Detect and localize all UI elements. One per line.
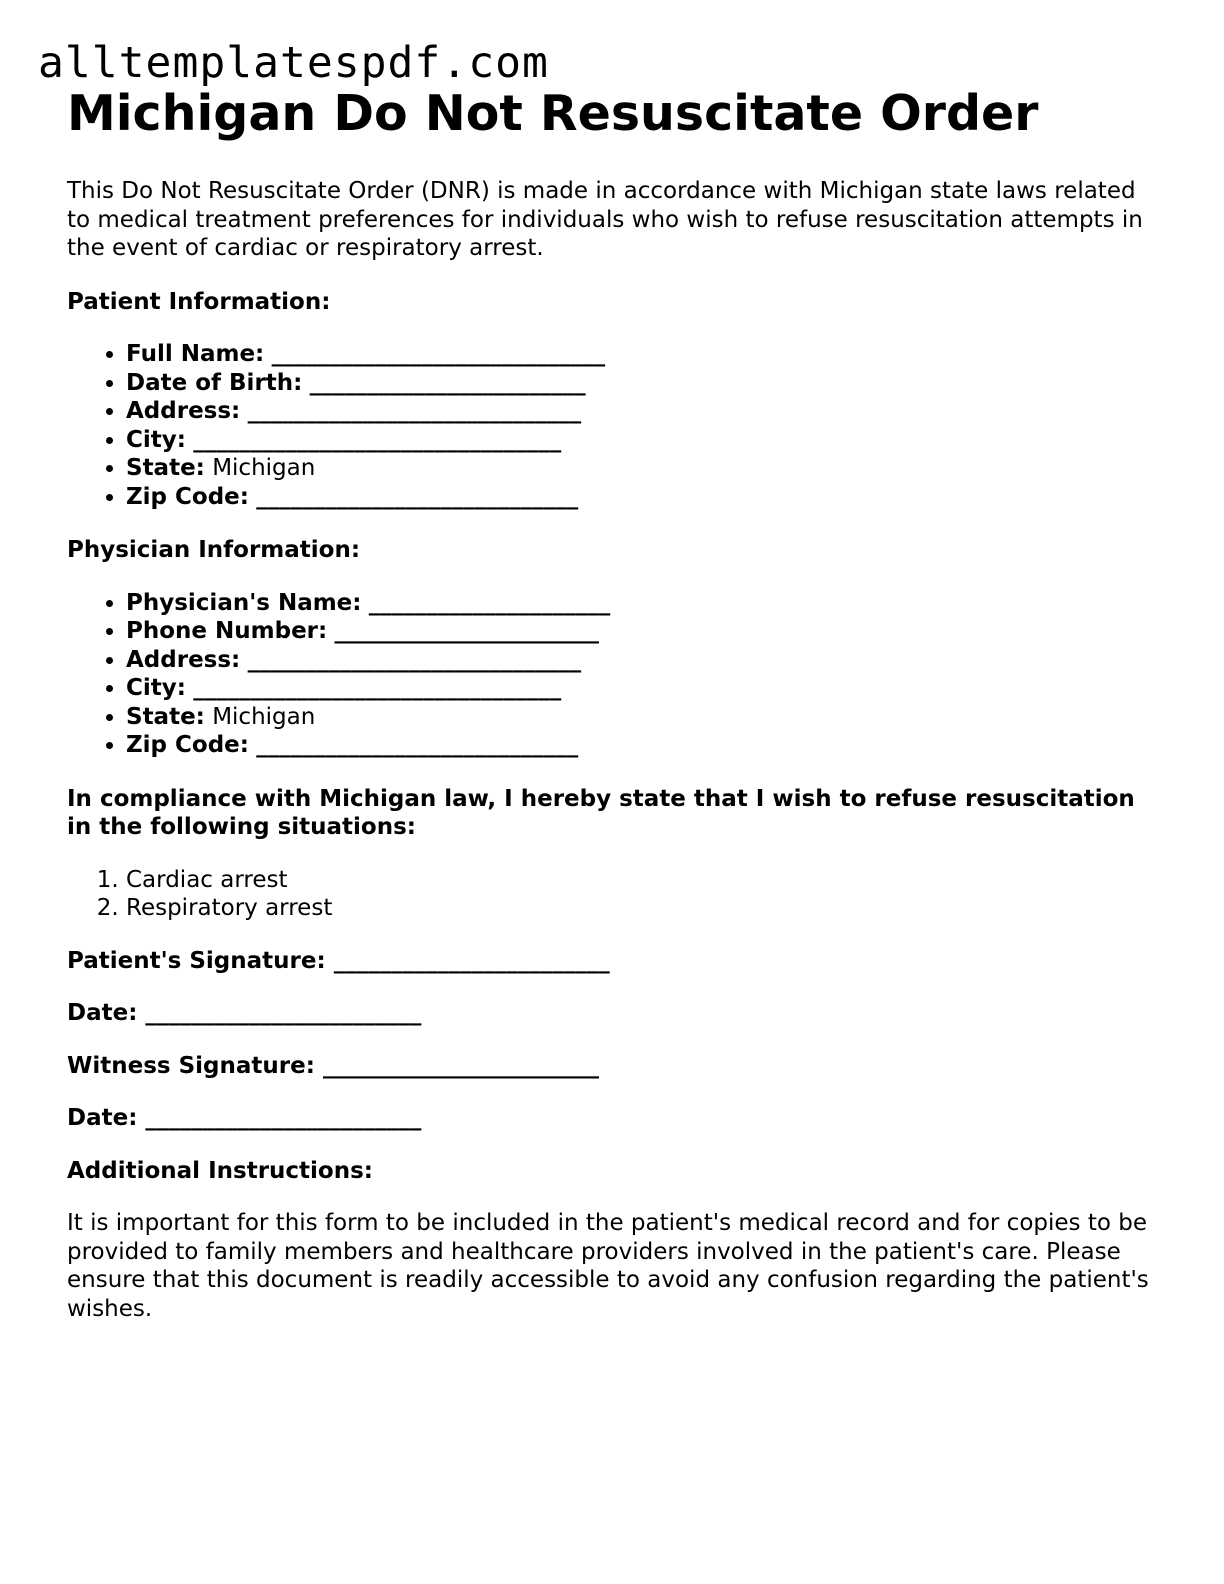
physician-info-heading: Physician Information: [67,537,361,563]
witness-date-line [67,1104,1157,1133]
compliance-statement: In compliance with Michigan law, I hereby state that I wish to refuse resuscitation in the following situations: [67,785,1135,840]
field-label: Address: [126,646,241,673]
patient-city-field [126,426,1157,455]
field-label: Zip Code: [126,483,249,510]
field-blank[interactable]: _____________________ [368,589,611,616]
additional-instructions-heading: Additional Instructions: [67,1157,373,1184]
field-blank[interactable]: _____________________________ [247,646,582,673]
field-label: Full Name: [126,341,265,367]
field-blank[interactable]: ________________________________ [193,675,562,701]
date-label: Date: [67,1000,138,1026]
field-label: Address: [126,398,241,424]
physician-city-field [126,674,1157,703]
patient-signature-line [67,947,1157,976]
date-blank[interactable]: ________________________ [145,1000,422,1026]
watermark-text: alltemplatespdf.com [38,38,549,88]
field-blank[interactable]: ________________________________ [193,426,562,453]
patient-date-line [67,999,1157,1028]
field-label: Physician's Name: [126,589,362,616]
field-blank[interactable]: ____________________________ [256,483,579,510]
physician-name-field [126,589,1157,618]
patient-full-name-field [126,340,1157,369]
field-label: State: [126,703,205,730]
situations-list [67,866,1157,923]
field-label: Phone Number: [126,618,328,644]
field-value: Michigan [212,703,316,730]
signature-blank[interactable]: ________________________ [322,1052,599,1079]
signature-blank[interactable]: ________________________ [333,947,610,974]
document-title: Michigan Do Not Resuscitate Order [67,85,1039,142]
field-label: City: [126,426,186,453]
patient-info-heading: Patient Information: [67,288,331,315]
patient-zip-field [126,483,1157,512]
patient-dob-field [126,369,1157,398]
patient-info-list [67,340,1157,511]
field-blank[interactable]: _____________________________ [247,398,582,424]
field-blank[interactable]: ____________________________ [256,732,579,758]
physician-state-field [126,703,1157,732]
patient-address-field [126,397,1157,426]
witness-signature-line [67,1052,1157,1081]
signature-label: Witness Signature: [67,1052,315,1079]
field-blank[interactable]: _____________________________ [271,341,606,367]
additional-instructions-text: It is important for this form to be included in the patient's medical record and for copies to be provided to family members and healthcare providers involved in the patient's care. Please ensure that this document is readily accessible to avoid any confusion regarding the patient's wishes. [67,1210,1149,1322]
date-label: Date: [67,1105,138,1131]
field-label: State: [126,455,205,481]
document-page [67,82,1157,1323]
situation-item: 2. Respiratory arrest [126,894,1157,923]
situation-item: 1. Cardiac arrest [126,866,1157,895]
intro-paragraph: This Do Not Resuscitate Order (DNR) is made in accordance with Michigan state laws related to medical treatment preferences for individuals who wish to refuse resuscitation attempts in the event of cardiac or respiratory arrest. [67,178,1143,261]
field-value: Michigan [212,455,316,481]
date-blank[interactable]: ________________________ [145,1105,422,1131]
field-label: Date of Birth: [126,369,303,396]
physician-info-list [67,589,1157,760]
physician-address-field [126,646,1157,675]
field-blank[interactable]: _______________________ [334,618,600,644]
patient-state-field [126,454,1157,483]
field-label: City: [126,675,186,701]
field-blank[interactable]: ________________________ [309,369,586,396]
field-label: Zip Code: [126,732,249,758]
physician-phone-field [126,617,1157,646]
signature-label: Patient's Signature: [67,947,326,974]
physician-zip-field [126,731,1157,760]
